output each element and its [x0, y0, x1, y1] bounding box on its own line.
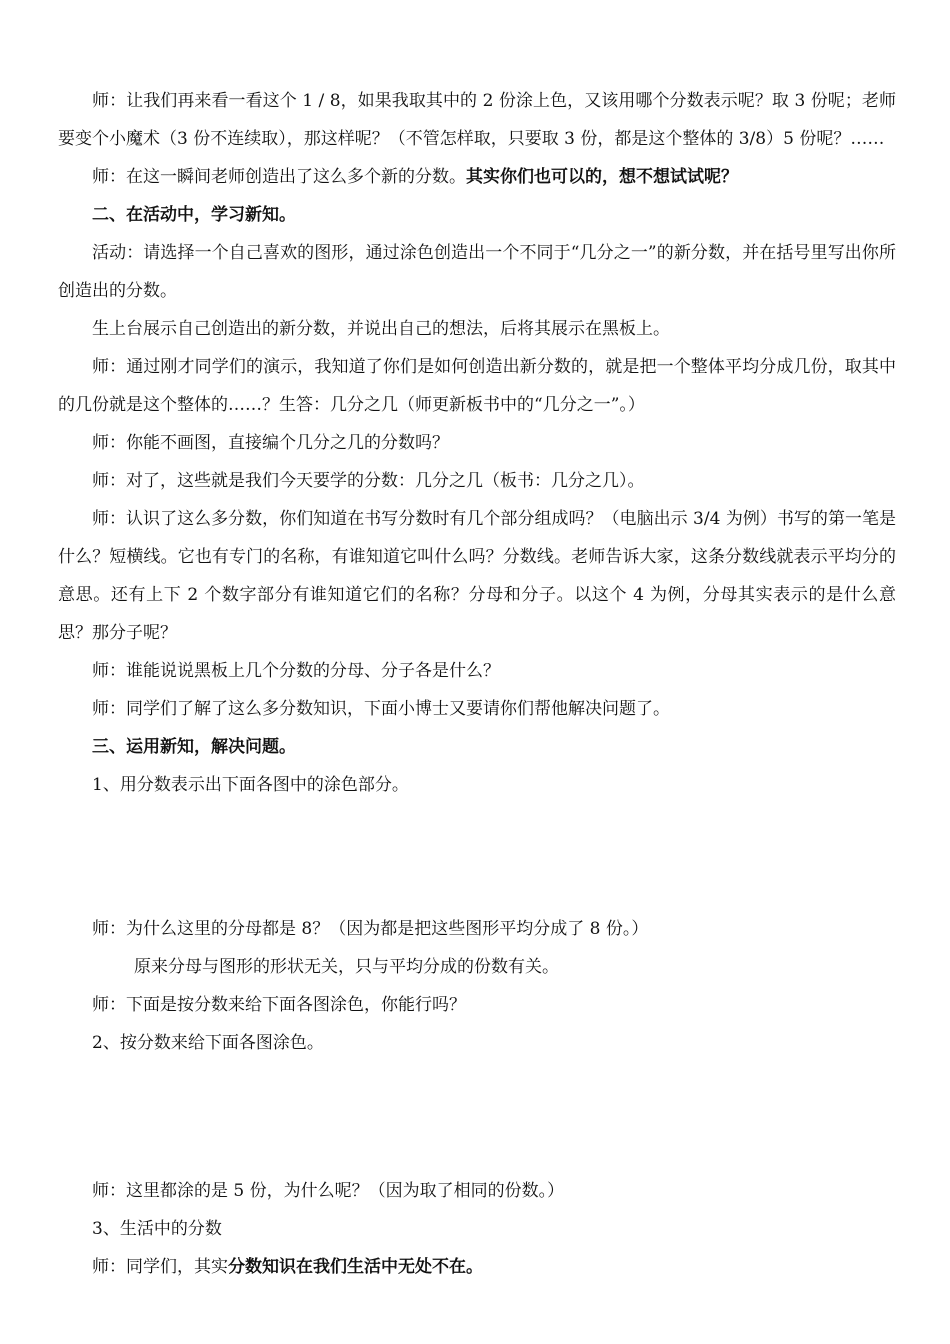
paragraph-text: 师：在这一瞬间老师创造出了这么多个新的分数。	[92, 167, 466, 187]
paragraph-text: 师：同学们，其实	[92, 1257, 228, 1277]
paragraph-teacher-summary: 师：通过刚才同学们的演示，我知道了你们是如何创造出新分数的，就是把一个整体平均分成几份，取其中的几份就是这个整体的……？生答：几分之几（师更新板书中的“几分之一”。）	[58, 357, 896, 415]
paragraph-shape-irrelevant: 原来分母与图形的形状无关，只与平均分成的份数有关。	[134, 957, 559, 977]
paragraph-color-by-fraction: 师：下面是按分数来给下面各图涂色，你能行吗？	[92, 995, 466, 1015]
section-heading-2: 二、在活动中，学习新知。	[92, 205, 296, 225]
document-page	[58, 82, 896, 1286]
paragraph-activity: 活动：请选择一个自己喜欢的图形，通过涂色创造出一个不同于“几分之一”的新分数，并在括号里写出你所创造出的分数。	[58, 243, 896, 301]
paragraph-student-show: 生上台展示自己创造出的新分数，并说出自己的想法，后将其展示在黑板上。	[92, 319, 670, 339]
paragraph-denominator-8: 师：为什么这里的分母都是 8？（因为都是把这些图形平均分成了 8 份。）	[92, 919, 649, 939]
bold-emphasis: 其实你们也可以的，想不想试试呢？	[466, 167, 738, 187]
paragraph-fraction-parts: 师：认识了这么多分数，你们知道在书写分数时有几个部分组成吗？（电脑出示 3/4 为例）书写的第一笔是什么？短横线。它也有专门的名称，有谁知道它叫什么吗？分数线。老师告诉大家，这条分数线就表示平均分的意思。还有上下 2 个数字部分有谁知道它们的名称？分母和分子。以这个 4 为例，分母其实表示的是什么意思？那分子呢？	[58, 509, 896, 643]
paragraph-no-drawing: 师：你能不画图，直接编个几分之几的分数吗？	[92, 433, 449, 453]
bold-emphasis: 分数知识在我们生活中无处不在。	[228, 1257, 483, 1277]
paragraph-fraction-magic: 师：让我们再来看一看这个 1 / 8，如果我取其中的 2 份涂上色，又该用哪个分数表示呢？取 3 份呢；老师要变个小魔术（3 份不连续取），那这样呢？（不管怎样取，只要取 3 份，都是这个整体的 3/8）5 份呢？……	[58, 91, 896, 149]
paragraph-life-fractions	[58, 1248, 896, 1286]
figure-placeholder-2	[58, 1062, 896, 1172]
figure-placeholder-1	[58, 804, 896, 910]
question-2: 2、按分数来给下面各图涂色。	[92, 1033, 324, 1053]
paragraph-little-doctor: 师：同学们了解了这么多分数知识，下面小博士又要请你们帮他解决问题了。	[92, 699, 670, 719]
paragraph-create-fractions	[58, 158, 896, 196]
section-heading-3: 三、运用新知，解决问题。	[92, 737, 296, 757]
paragraph-numerator-denominator: 师：谁能说说黑板上几个分数的分母、分子各是什么？	[92, 661, 500, 681]
question-3: 3、生活中的分数	[92, 1219, 222, 1239]
paragraph-five-parts: 师：这里都涂的是 5 份，为什么呢？（因为取了相同的份数。）	[92, 1181, 565, 1201]
question-1: 1、用分数表示出下面各图中的涂色部分。	[92, 775, 409, 795]
paragraph-todays-topic: 师：对了，这些就是我们今天要学的分数：几分之几（板书：几分之几）。	[92, 471, 645, 491]
